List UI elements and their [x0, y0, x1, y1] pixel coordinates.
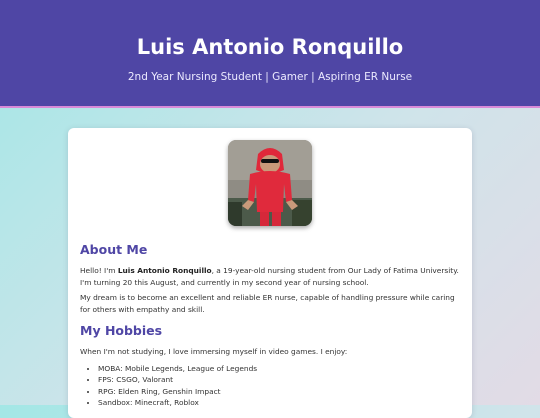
list-item: • FPS: CSGO, Valorant — [98, 374, 257, 385]
list-item: • Sandbox: Minecraft, Roblox — [98, 397, 257, 408]
about-name: Luis Antonio Ronquillo — [117, 266, 212, 275]
about-intro-paragraph: Hello! I'm Luis Antonio Ronquillo, a 19-year-old nursing student from Our Lady of Fatima University. I'm turning 20 this August, and currently in my second year of nursing school. — [80, 266, 459, 287]
page-subtitle: 2nd Year Nursing Student | Gamer | Aspiring ER Nurse — [127, 71, 413, 83]
hobbies-intro-paragraph: When I'm not studying, I love immersing myself in video games. I enjoy: — [80, 347, 348, 356]
list-item: • MOBA: Mobile Legends, League of Legends — [98, 363, 257, 374]
about-heading: About Me — [80, 242, 148, 257]
profile-photo — [228, 140, 312, 226]
hobbies-list — [80, 363, 257, 408]
profile-card — [68, 128, 472, 418]
hobbies-heading: My Hobbies — [80, 323, 163, 338]
about-dream-paragraph: My dream is to become an excellent and reliable ER nurse, capable of handling pressure while caring for others with empathy and skill. — [80, 293, 455, 314]
page-header — [0, 0, 540, 108]
profile-photo-image — [228, 140, 312, 226]
page-title: Luis Antonio Ronquillo — [136, 35, 404, 59]
list-item: • RPG: Elden Ring, Genshin Impact — [98, 386, 257, 397]
